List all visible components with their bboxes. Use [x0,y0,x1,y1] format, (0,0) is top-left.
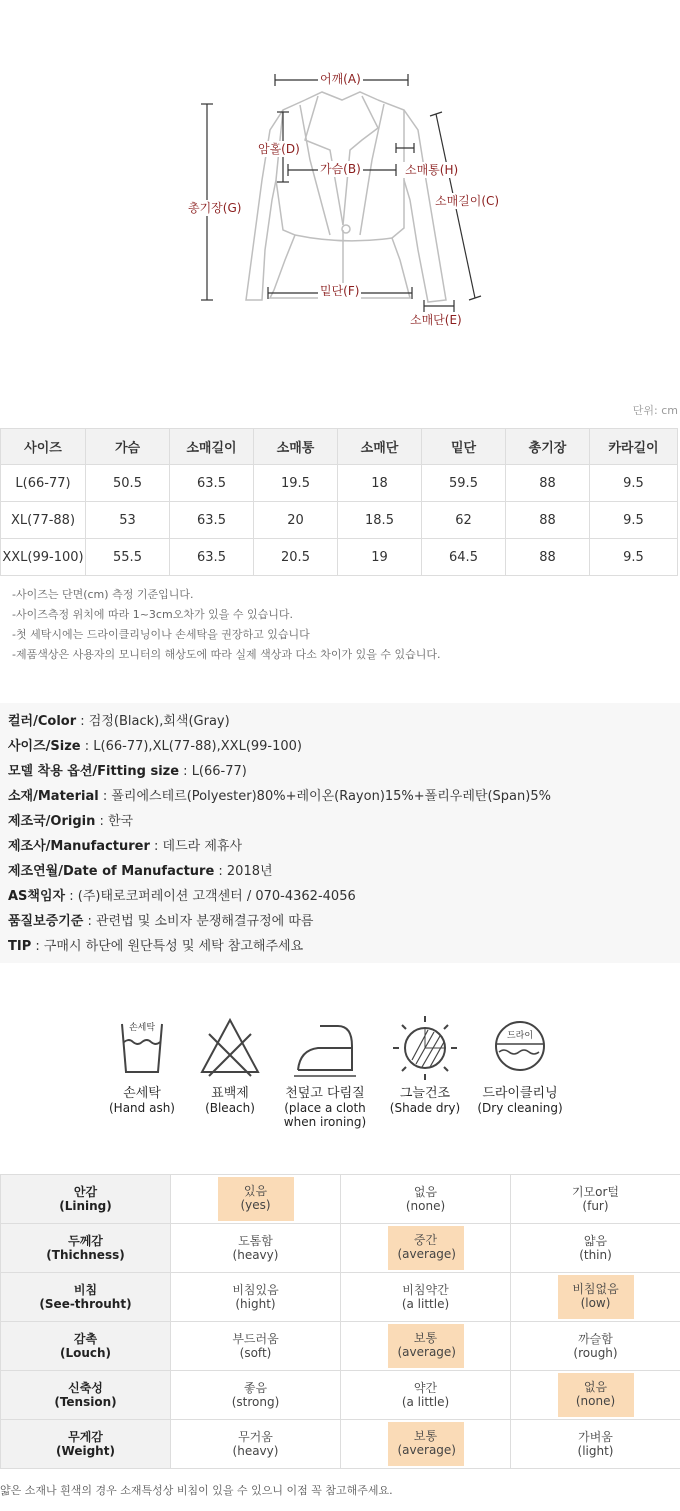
table-row [1,502,678,539]
fabric-row [1,1175,680,1224]
info-value: : (주)태로코퍼레이션 고객센터 / 070-4362-4056 [65,889,356,904]
fabric-attribute-ko: 감촉 [73,1332,98,1346]
fabric-option [569,1231,622,1265]
care-sub: when ironing) [283,1115,367,1129]
care-name: 드라이클리닝 [482,1086,558,1101]
info-value: : 검정(Black),회색(Gray) [76,714,230,729]
option-ko: 비침있음 [232,1283,279,1297]
option-ko: 없음 [413,1185,438,1199]
fabric-option-cell [171,1371,341,1420]
jacket-illustration [0,0,680,400]
option-ko: 가벼움 [578,1430,613,1444]
note-line: -사이즈측정 위치에 따라 1~3cm오차가 있을 수 있습니다. [12,608,293,621]
product-info-box [0,703,680,963]
info-row [8,759,680,784]
fabric-option-cell [341,1175,511,1224]
table-cell: L(66-77) [1,465,86,502]
table-cell: 20.5 [254,539,338,576]
fabric-attribute-ko: 비침 [73,1283,98,1297]
note-line: -사이즈는 단면(cm) 측정 기준입니다. [12,588,194,601]
fabric-attribute [1,1322,171,1371]
option-en: (strong) [231,1395,280,1409]
hand-wash-icon [112,1010,172,1080]
table-cell: 64.5 [422,539,506,576]
info-label: 제조사/Manufacturer [8,839,150,854]
col-header: 소매단 [338,429,422,465]
fabric-attribute-ko: 신축성 [68,1381,103,1395]
care-item-shade-dry [375,1010,475,1115]
size-table [0,428,678,576]
col-header: 총기장 [506,429,590,465]
fabric-option-cell [341,1224,511,1273]
option-ko: 부드러움 [232,1332,279,1346]
col-header: 사이즈 [1,429,86,465]
label-sleeve-width: 소매통(H) [405,163,459,177]
table-cell: 50.5 [86,465,170,502]
care-item-bleach [180,1010,280,1115]
option-en: (rough) [573,1346,618,1360]
fabric-attribute-en: (See-throuht) [39,1297,132,1311]
info-label: TIP [8,939,32,954]
option-ko: 좋음 [243,1381,268,1395]
col-header: 카라길이 [590,429,678,465]
option-ko: 까슬함 [578,1332,613,1346]
fabric-option-cell [511,1420,680,1469]
fabric-option-cell [511,1322,680,1371]
option-ko: 비침약간 [402,1283,449,1297]
fabric-attribute-en: (Louch) [59,1346,112,1360]
fabric-attribute [1,1224,171,1273]
fabric-option-cell [171,1175,341,1224]
shade-dry-icon [390,1010,460,1080]
fabric-option [392,1280,459,1314]
table-cell: 18.5 [338,502,422,539]
care-sub: (Dry cleaning) [477,1101,563,1115]
fabric-attribute-ko: 두께감 [68,1234,103,1248]
fabric-row [1,1224,680,1273]
fabric-option [222,1378,290,1412]
info-value: : L(66-77),XL(77-88),XXL(99-100) [80,739,303,754]
care-instructions [0,1010,680,1150]
option-en: (light) [577,1444,614,1458]
care-sub: (Shade dry) [389,1101,461,1115]
fabric-attribute-ko: 무게감 [68,1430,103,1444]
info-label: 모델 착용 옵션/Fitting size [8,764,180,779]
option-en: (a little) [401,1395,450,1409]
fabric-option-cell [511,1175,680,1224]
fabric-option-selected [388,1226,464,1270]
label-sleeve-hem: 소매단(E) [410,313,462,327]
size-notes [12,585,440,665]
fabric-attribute [1,1420,171,1469]
option-ko: 무거움 [238,1430,273,1444]
label-armhole: 암홀(D) [258,142,300,156]
option-en: (heavy) [232,1248,279,1262]
info-row [8,734,680,759]
fabric-option [222,1329,288,1363]
fabric-option-cell [511,1273,680,1322]
option-ko: 비침없음 [572,1282,619,1296]
option-en: (average) [397,1247,456,1261]
option-en: (average) [397,1345,456,1359]
fabric-option-cell [511,1224,680,1273]
fabric-option-cell [171,1420,341,1469]
info-label: 품질보증기준 [8,914,84,929]
fabric-attribute-ko: 안감 [73,1185,98,1199]
label-total-length: 총기장(G) [188,201,242,215]
table-cell: 88 [506,502,590,539]
info-label: 사이즈/Size [8,739,81,754]
care-item-ironing [275,1010,375,1129]
option-en: (average) [397,1443,456,1457]
size-table-header [1,429,678,465]
info-label: 제조국/Origin [8,814,96,829]
fabric-table [0,1174,680,1469]
table-cell: 88 [506,465,590,502]
note-line: -제품색상은 사용자의 모니터의 해상도에 따라 실제 색상과 다소 차이가 있을 수 있습니다. [12,648,441,661]
info-row [8,884,680,909]
fabric-row [1,1420,680,1469]
fabric-option [223,1427,289,1461]
fabric-option-cell [171,1224,341,1273]
option-en: (yes) [240,1198,271,1212]
option-ko: 보통 [413,1429,438,1443]
fabric-option-selected [558,1275,634,1319]
care-name: 천덮고 다림질 [285,1086,365,1101]
fabric-option [396,1182,455,1216]
table-row [1,539,678,576]
fabric-row [1,1322,680,1371]
table-cell: 19 [338,539,422,576]
fabric-attribute-en: (Weight) [56,1444,115,1458]
label-chest: 가슴(B) [320,162,361,176]
info-row [8,809,680,834]
option-ko: 약간 [413,1381,438,1395]
table-cell: XL(77-88) [1,502,86,539]
option-ko: 도톰함 [238,1234,273,1248]
label-shoulder: 어깨(A) [320,72,361,86]
table-cell: 9.5 [590,539,678,576]
fabric-option-cell [341,1371,511,1420]
fabric-option [568,1427,624,1461]
table-cell: 18 [338,465,422,502]
info-label: 컬러/Color [8,714,77,729]
dry-clean-icon-text: 드라이 [506,1031,534,1041]
fabric-attribute-en: (Tension) [54,1395,117,1409]
col-header: 밑단 [422,429,506,465]
fabric-option [563,1329,627,1363]
info-row [8,834,680,859]
care-item-hand-wash [92,1010,192,1115]
table-cell: 20 [254,502,338,539]
label-sleeve-length: 소매길이(C) [435,194,500,208]
option-en: (soft) [239,1346,272,1360]
fabric-row [1,1371,680,1420]
table-cell: 63.5 [170,539,254,576]
care-sub: (Hand ash) [109,1101,175,1115]
fabric-option [223,1231,289,1265]
info-value: : 구매시 하단에 원단특성 및 세탁 참고해주세요 [31,939,304,954]
fabric-option-cell [341,1273,511,1322]
option-en: (low) [580,1296,611,1310]
option-en: (thin) [579,1248,612,1262]
table-cell: 9.5 [590,502,678,539]
fabric-option [562,1182,629,1216]
option-en: (none) [575,1394,616,1408]
fabric-attribute [1,1273,171,1322]
fabric-option-cell [171,1322,341,1371]
col-header: 가슴 [86,429,170,465]
info-row [8,859,680,884]
info-row [8,934,680,959]
fabric-option-cell [511,1371,680,1420]
table-cell: XXL(99-100) [1,539,86,576]
info-row [8,709,680,734]
info-value: : 한국 [95,814,134,829]
care-sub: (place a cloth [284,1101,366,1115]
footnote: 얇은 소재나 흰색의 경우 소재특성상 비침이 있을 수 있으니 이점 꼭 참고해주세요. [0,1484,393,1497]
option-ko: 기모or털 [571,1185,620,1199]
no-bleach-icon [195,1010,265,1080]
unit-label: 단위: cm [632,404,678,417]
table-cell: 62 [422,502,506,539]
table-cell: 9.5 [590,465,678,502]
care-item-dry-cleaning [470,1010,570,1115]
fabric-option-cell [341,1322,511,1371]
care-sub: (Bleach) [205,1101,255,1115]
care-name: 손세탁 [123,1086,161,1101]
fabric-option-selected [558,1373,634,1417]
table-cell: 63.5 [170,502,254,539]
option-ko: 중간 [413,1233,438,1247]
fabric-attribute [1,1175,171,1224]
option-en: (none) [405,1199,446,1213]
fabric-attribute-en: (Thichness) [46,1248,125,1262]
option-en: (a little) [401,1297,450,1311]
info-value: : 2018년 [214,864,273,879]
fabric-attribute-en: (Lining) [59,1199,112,1213]
fabric-row [1,1273,680,1322]
info-label: 소재/Material [8,789,99,804]
col-header: 소매통 [254,429,338,465]
table-cell: 88 [506,539,590,576]
info-row [8,909,680,934]
dry-clean-icon [485,1010,555,1080]
fabric-option-cell [171,1273,341,1322]
care-name: 표백제 [211,1086,249,1101]
iron-icon [290,1010,360,1080]
table-row [1,465,678,502]
hand-wash-icon-text: 손세탁 [128,1023,156,1033]
label-hem: 밑단(F) [320,284,360,298]
fabric-option-selected [388,1324,464,1368]
fabric-attribute [1,1371,171,1420]
col-header: 소매길이 [170,429,254,465]
fabric-option-cell [341,1420,511,1469]
fabric-option [392,1378,459,1412]
option-ko: 있음 [243,1184,268,1198]
info-label: 제조연월/Date of Manufacture [8,864,215,879]
option-en: (hight) [235,1297,276,1311]
care-name: 그늘건조 [399,1086,451,1101]
fabric-option-selected [388,1422,464,1466]
note-line: -첫 세탁시에는 드라이클리닝이나 손세탁을 권장하고 있습니다 [12,628,310,641]
option-en: (heavy) [232,1444,279,1458]
info-value: : 폴리에스테르(Polyester)80%+레이온(Rayon)15%+폴리우레탄(Span)5% [98,789,551,804]
table-cell: 63.5 [170,465,254,502]
option-ko: 얇음 [583,1234,608,1248]
table-cell: 19.5 [254,465,338,502]
option-en: (fur) [582,1199,609,1213]
table-cell: 59.5 [422,465,506,502]
info-label: AS책임자 [8,889,66,904]
fabric-option-selected [218,1177,294,1221]
info-value: : 관련법 및 소비자 분쟁해결규정에 따름 [83,914,314,929]
option-ko: 없음 [583,1380,608,1394]
info-row [8,784,680,809]
table-cell: 53 [86,502,170,539]
option-ko: 보통 [413,1331,438,1345]
table-cell: 55.5 [86,539,170,576]
info-value: : L(66-77) [179,764,247,779]
measurement-diagram [0,0,680,400]
info-value: : 데드라 제휴사 [149,839,243,854]
fabric-option [222,1280,288,1314]
